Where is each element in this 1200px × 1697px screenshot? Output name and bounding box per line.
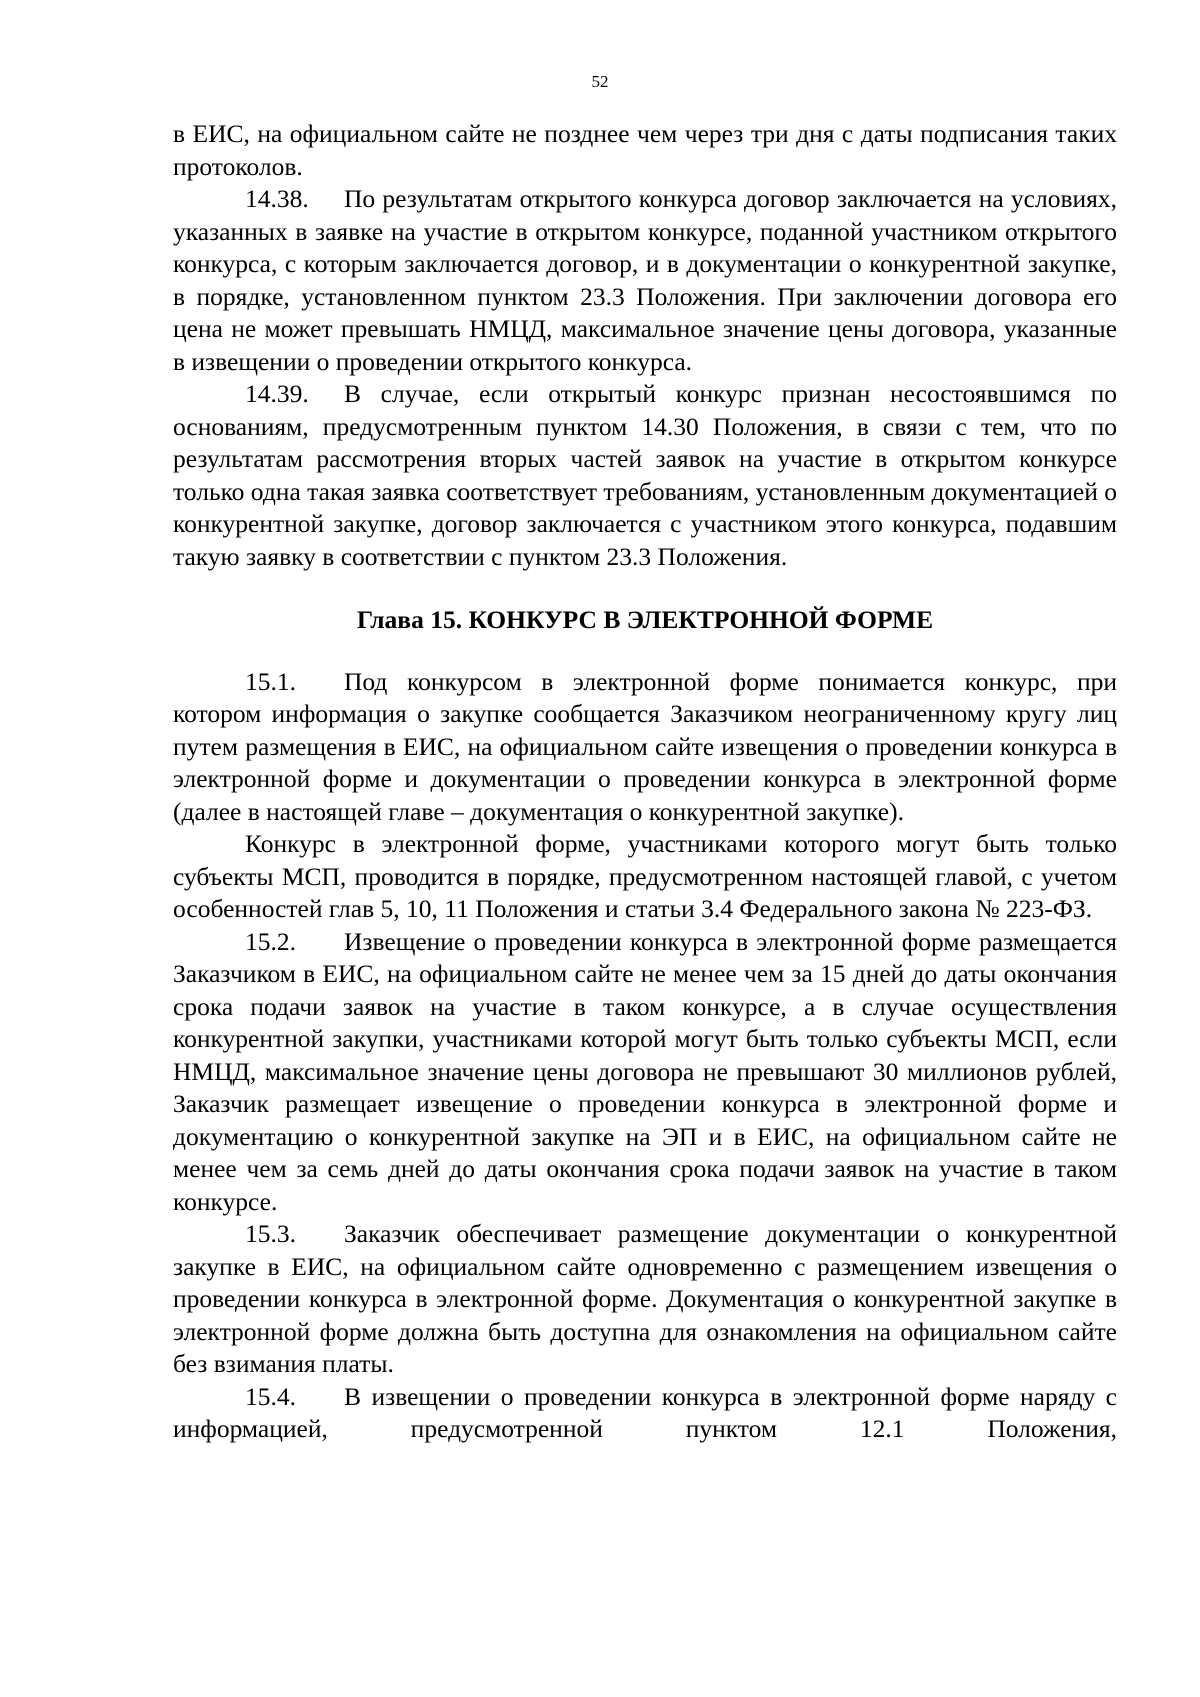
paragraph-15-3: [173, 1218, 1117, 1381]
clause-number: 14.39.: [245, 379, 309, 408]
clause-text: Извещение о проведении конкурса в электронной форме размещается Заказчиком в ЕИС, на официальном сайте не менее чем за 15 дней до даты окончания срока подачи заявок на участие в таком конкурсе, а в случае осуществления конкурентной закупки, участниками которой могут быть только субъекты МСП, если НМЦД, максимальное значение цены договора не превышают 30 миллионов рублей, Заказчик размещает извещение о проведении конкурса в электронной форме и документацию о конкурентной закупке на ЭП и в ЕИС, на официальном сайте не менее чем за семь дней до даты окончания срока подачи заявок на участие в таком конкурсе.: [173, 926, 1117, 1216]
paragraph-15-1: [173, 666, 1117, 829]
paragraph-15-4: [173, 1381, 1117, 1446]
paragraph-14-39: [173, 378, 1117, 573]
clause-number: 15.3.: [245, 1219, 296, 1248]
clause-number: 15.1.: [245, 666, 296, 696]
clause-text: Заказчик обеспечивает размещение документации о конкурентной закупке в ЕИС, на официальном сайте одновременно с размещением извещения о проведении конкурса в электронной форме. Документация о конкурентной закупке в электронной форме должна быть доступна для ознакомления на официальном сайте без взимания платы.: [173, 1219, 1117, 1378]
paragraph-continuation: в ЕИС, на официальном сайте не позднее чем через три дня с даты подписания таких протоколов.: [173, 119, 1117, 181]
clause-text: Под конкурсом в электронной форме понимается конкурс, при котором информация о закупке сообщается Заказчиком неограниченному кругу лиц путем размещения в ЕИС, на официальном сайте извещения о проведении конкурса в электронной форме и документации о проведении конкурса в электронной форме (далее в настоящей главе – документация о конкурентной закупке).: [173, 666, 1117, 826]
clause-number: 15.2.: [245, 926, 296, 956]
paragraph-14-38: [173, 183, 1117, 378]
clause-number: 14.38.: [245, 184, 309, 213]
document-body: [173, 118, 1117, 1446]
chapter-title: Глава 15. КОНКУРС В ЭЛЕКТРОННОЙ ФОРМЕ: [356, 605, 934, 634]
page-number: 52: [591, 72, 609, 91]
paragraph-15-2: [173, 926, 1117, 1219]
clause-text: По результатам открытого конкурса договор заключается на условиях, указанных в заявке на участие в открытом конкурсе, поданной участником открытого конкурса, с которым заключается договор, и в документации о конкурентной закупке, в порядке, установленном пунктом 23.3 Положения. При заключении договора его цена не может превышать НМЦД, максимальное значение цены договора, указанные в извещении о проведении открытого конкурса.: [173, 184, 1117, 376]
clause-text: В извещении о проведении конкурса в электронной форме наряду с информацией, предусмотренной пунктом 12.1 Положения,: [173, 1381, 1117, 1443]
clause-number: 15.4.: [245, 1381, 296, 1411]
clause-text: В случае, если открытый конкурс признан несостоявшимся по основаниям, предусмотренным пунктом 14.30 Положения, в связи с тем, что по результатам рассмотрения вторых частей заявок на участие в открытом конкурсе только одна такая заявка соответствует требованиям, установленным документацией о конкурентной закупке, договор заключается с участником этого конкурса, подавшим такую заявку в соответствии с пунктом 23.3 Положения.: [173, 379, 1117, 571]
paragraph-15-1-msp: Конкурс в электронной форме, участниками которого могут быть только субъекты МСП, проводится в порядке, предусмотренном настоящей главой, с учетом особенностей глав 5, 10, 11 Положения и статьи 3.4 Федерального закона № 223-ФЗ.: [173, 829, 1117, 923]
